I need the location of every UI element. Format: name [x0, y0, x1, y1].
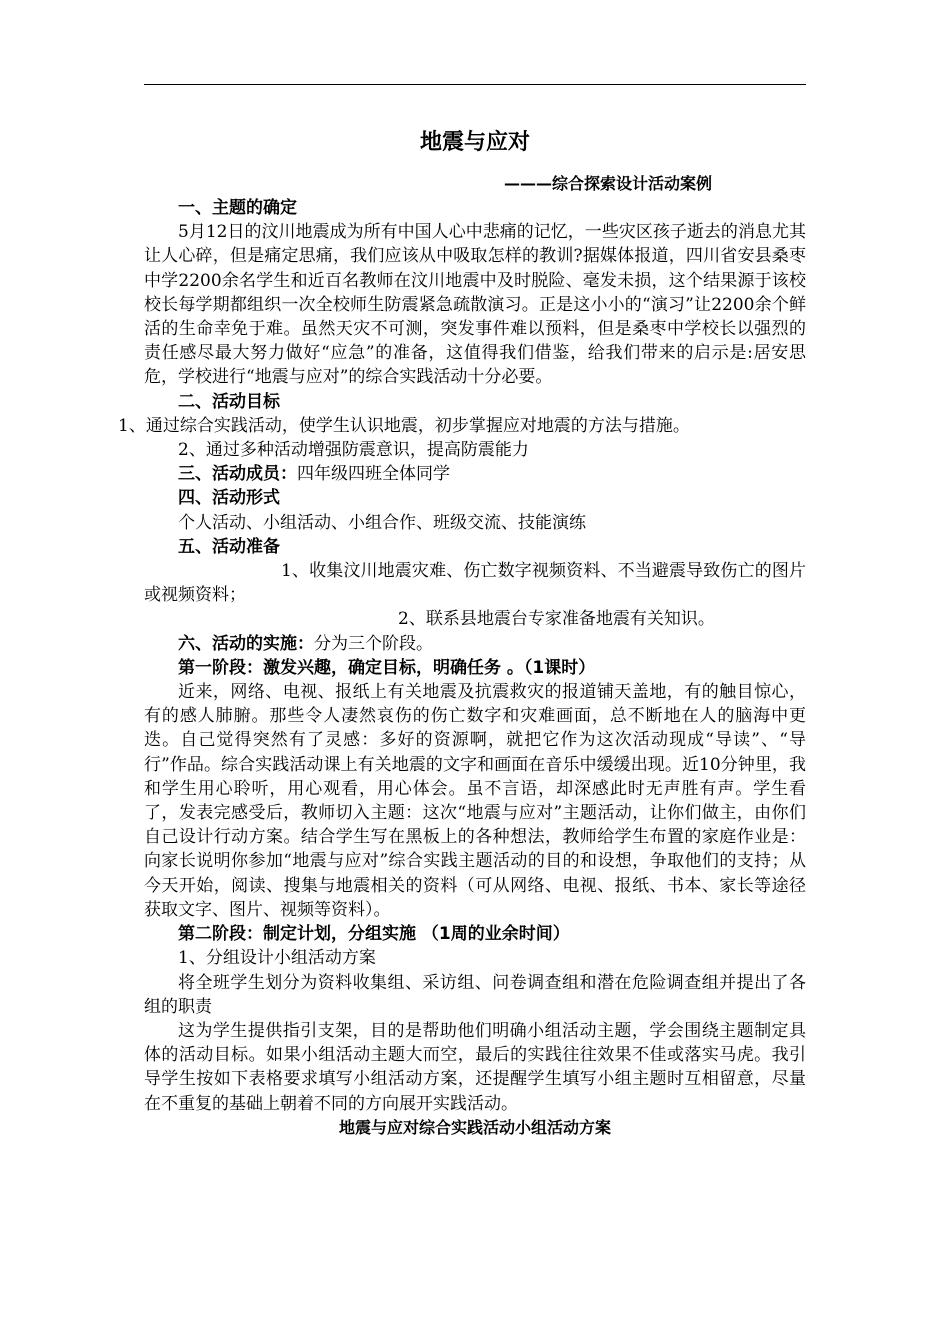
goal-2: 2、通过多种活动增强防震意识，提高防震能力 [178, 440, 529, 461]
section-6-value: 分为三个阶段。 [314, 633, 433, 654]
phase-1-heading: 第一阶段：激发兴趣，确定目标，明确任务 。（1课时） [178, 657, 596, 678]
header-rule [144, 84, 806, 85]
doc-subtitle: ———综合探索设计活动案例 [504, 174, 713, 193]
doc-title: 地震与应对 [419, 130, 530, 155]
section-4-value: 个人活动、小组活动、小组合作、班级交流、技能演练 [178, 512, 586, 533]
section-1-heading: 一、主题的确定 [178, 198, 297, 218]
phase-2-heading: 第二阶段：制定计划，分组实施 （1周的业余时间） [178, 924, 570, 945]
section-2-heading: 二、活动目标 [178, 391, 280, 412]
section-3-heading: 三、活动成员： [178, 464, 297, 485]
section-6-heading: 六、活动的实施： [178, 633, 314, 654]
phase-1-paragraph: 近来，网络、电视、报纸上有关地震及抗震救灾的报道铺天盖地，有的触目惊心，有的感人肺腑。那些令人凄然哀伤的伤亡数字和灾难画面，总不断地在人的脑海中更迭。自己觉得突然有了灵感：多好的资源啊，就把它作为这次活动现成“导读”、“导行”作品。综合实践活动课上有关地震的文字和画面在音乐中缓缓出现。近10分钟里，我和学生用心聆听，用心观看，用心体会。虽不言语，却深感此时无声胜有声。学生看了，发表完感受后，教师切入主题：这次“地震与应对”主题活动，让你们做主，由你们自己设计行动方案。结合学生写在黑板上的各种想法，教师给学生布置的家庭作业是：向家长说明你参加“地震与应对”综合实践主题活动的目的和设想，争取他们的支持；从今天开始，阅读、搜集与地震相关的资料（可从网络、电视、报纸、书本、家长等途径获取文字、图片、视频等资料）。 [144, 682, 806, 920]
section-6 [144, 632, 806, 656]
document-body [118, 128, 806, 1140]
table-title: 地震与应对综合实践活动小组活动方案 [338, 1117, 611, 1137]
section-5-heading: 五、活动准备 [178, 536, 280, 557]
prep-item-1: 1、收集汶川地震灾难、伤亡数字视频资料、不当避震导致伤亡的图片或视频资料； [144, 561, 806, 606]
phase-2-paragraph-1: 将全班学生划分为资料收集组、采访组、问卷调查组和潜在危险调查组并提出了各组的职责 [144, 972, 806, 1017]
goal-1: 1、通过综合实践活动，使学生认识地震，初步掌握应对地震的方法与措施。 [118, 415, 690, 436]
phase-2-paragraph-2: 这为学生提供指引支架，目的是帮助他们明确小组活动主题，学会围绕主题制定具体的活动目标。如果小组活动主题大而空，最后的实践往往效果不佳或落实马虎。我引导学生按如下表格要求填写小组活动方案，还提醒学生填写小组主题时互相留意，尽量在不重复的基础上朝着不同的方向展开实践活动。 [144, 1020, 806, 1114]
section-4-heading: 四、活动形式 [178, 488, 280, 509]
prep-item-2: 2、联系县地震台专家准备地震有关知识。 [398, 609, 715, 630]
section-3-value: 四年级四班全体同学 [297, 464, 450, 485]
section-3 [144, 462, 806, 486]
phase-2-item-1: 1、分组设计小组活动方案 [178, 948, 376, 969]
section-1-paragraph: 5月12日的汶川地震成为所有中国人心中悲痛的记忆，一些灾区孩子逝去的消息尤其让人心碎，但是痛定思痛，我们应该从中吸取怎样的教训?据媒体报道，四川省安县桑枣中学2200余名学生和近百名教师在汶川地震中及时脱险、毫发未损，这个结果源于该校校长每学期都组织一次全校师生防震紧急疏散演习。正是这小小的“演习”让2200余个鲜活的生命幸免于难。虽然天灾不可测，突发事件难以预料，但是桑枣中学校长以强烈的责任感尽最大努力做好“应急”的准备，这值得我们借鉴，给我们带来的启示是:居安思危，学校进行“地震与应对”的综合实践活动十分必要。 [144, 222, 806, 388]
